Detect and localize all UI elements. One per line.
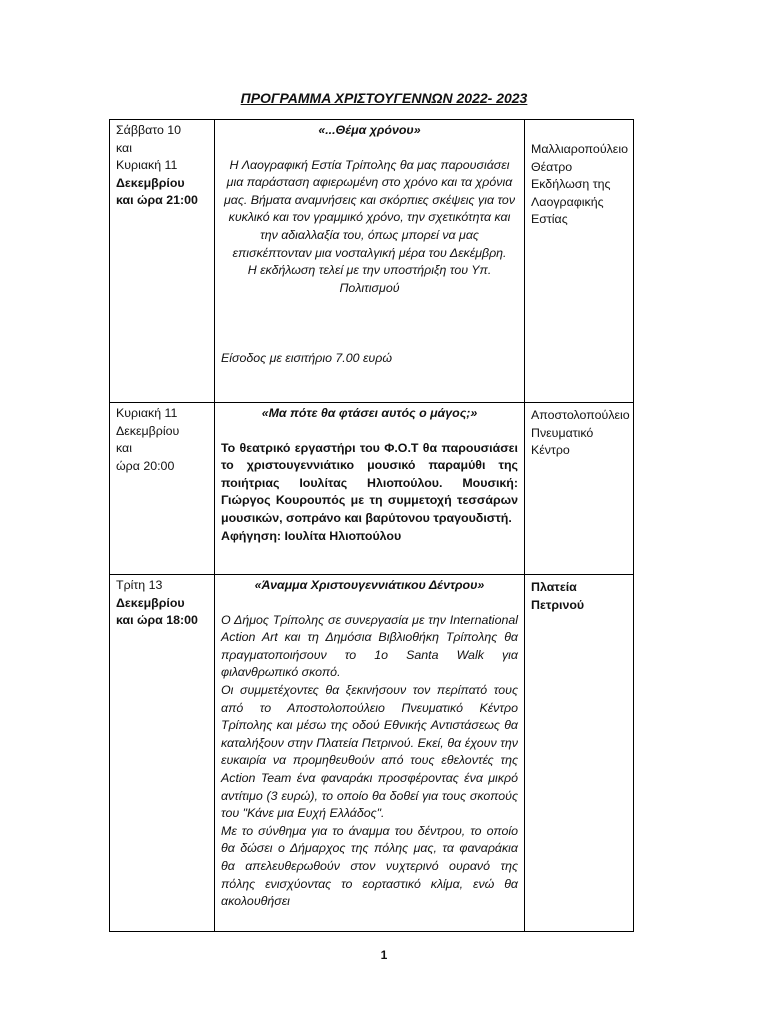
event-support-note: Η εκδήλωση τελεί με την υποστήριξη του Υπ. Πολιτισμού	[247, 263, 492, 295]
event-date-line: και	[116, 441, 132, 456]
event-date-line: Τρίτη 13	[116, 578, 163, 592]
event-paragraph: Ο Δήμος Τρίπολης σε συνεργασία με την International Action Art και τη Δημόσια Βιβλιοθήκη Τρίπολης θα πραγματοποιήσουν το 1ο Santa Walk για φιλανθρωπικό σκοπό.	[221, 612, 518, 680]
event-date-line: και	[116, 140, 132, 155]
event-date-line: και ώρα 18:00	[116, 613, 198, 628]
table-row	[110, 403, 634, 575]
page-number: 1	[380, 948, 388, 962]
event-narration: Αφήγηση: Ιουλίτα Ηλιοπούλου	[221, 528, 402, 543]
event-date-line: Δεκεμβρίου	[116, 423, 180, 438]
event-venue-cell	[525, 403, 634, 575]
event-date-cell	[110, 403, 215, 575]
table-row	[110, 120, 634, 403]
event-paragraph: Με το σύνθημα για το άναμμα του δέντρου, το οποίο θα δώσει ο Δήμαρχος της πόλης μας, τα φαναράκια θα απελευθερωθούν στον νυχτερινό ουρανό της πόλης ενισχύοντας το εορταστικό κλίμα, ενώ θα ακολουθήσει	[221, 823, 518, 909]
event-date-line: Δεκεμβρίου	[116, 595, 185, 610]
event-description-cell	[215, 575, 525, 932]
schedule-table	[109, 119, 634, 932]
table-row	[110, 575, 634, 932]
event-date-cell	[110, 575, 215, 932]
event-description-cell	[215, 403, 525, 575]
event-date-line: Δεκεμβρίου	[116, 175, 185, 190]
event-date-line: Κυριακή 11	[116, 406, 178, 420]
event-description-cell	[215, 120, 525, 403]
event-description: Η Λαογραφική Εστία Τρίπολης θα μας παρουσιάσει μια παράσταση αφιερωμένη στο χρόνο και τα χρόνια μας. Βήματα αναμνήσεις και σκόρπιες σκέψεις για τον κυκλικό και τον γραμμικό χρόνο, την σχετικότητα και την αδιαλλαξία του, όπως μπορεί να μας επισκέπτονταν μια νοσταλγική μέρα του Δεκέμβρη.	[223, 157, 516, 260]
event-entry-price: Είσοδος με εισιτήριο 7.00 ευρώ	[221, 351, 392, 366]
event-venue-cell	[525, 120, 634, 403]
event-heading: «...Θέμα χρόνου»	[318, 123, 421, 137]
event-venue: Πλατεία Πετρινού	[531, 580, 585, 612]
event-venue: Μαλλιαροπούλειο Θέατρο Εκδήλωση της Λαογραφικής Εστίας	[531, 142, 628, 227]
event-venue-cell	[525, 575, 634, 932]
event-description: Το θεατρικό εργαστήρι του Φ.Ο.Τ θα παρουσιάσει το χριστουγεννιάτικο μουσικό παραμύθι της ποιήτριας Ιουλίτας Ηλιοπούλου. Μουσική: Γιώργος Κουρουπός με τη συμμετοχή τεσσάρων μουσικών, σοπράνο και βαρύτονου τραγουδιστή.	[221, 440, 518, 525]
event-date-line: Κυριακή 11	[116, 158, 178, 173]
event-venue: Αποστολοπούλειο Πνευματικό Κέντρο	[531, 408, 630, 458]
event-heading: «Άναμμα Χριστουγεννιάτικου Δέντρου»	[254, 578, 485, 592]
event-date-cell	[110, 120, 215, 403]
event-heading: «Μα πότε θα φτάσει αυτός ο μάγος;»	[261, 406, 478, 420]
document-title: ΠΡΟΓΡΑΜΜΑ ΧΡΙΣΤΟΥΓΕΝΝΩΝ 2022- 2023	[240, 90, 528, 106]
event-date-line: Σάββατο 10	[116, 123, 182, 137]
event-paragraph: Οι συμμετέχοντες θα ξεκινήσουν τον περίπατό τους από το Αποστολοπούλειο Πνευματικό Κέντρο Τρίπολης και μέσω της οδού Εθνικής Αντιστάσεως θα καταλήξουν στην Πλατεία Πετρινού. Εκεί, θα έχουν την ευκαιρία να προμηθευθούν από τους εθελοντές της Action Team ένα φαναράκι προσφέροντας ένα μικρό αντίτιμο (3 ευρώ), το οποίο θα δοθεί για τους σκοπούς του "Κάνε μια Ευχή Ελλάδος".	[221, 682, 518, 821]
event-date-line: και ώρα 21:00	[116, 193, 198, 208]
event-date-line: ώρα 20:00	[116, 458, 175, 473]
